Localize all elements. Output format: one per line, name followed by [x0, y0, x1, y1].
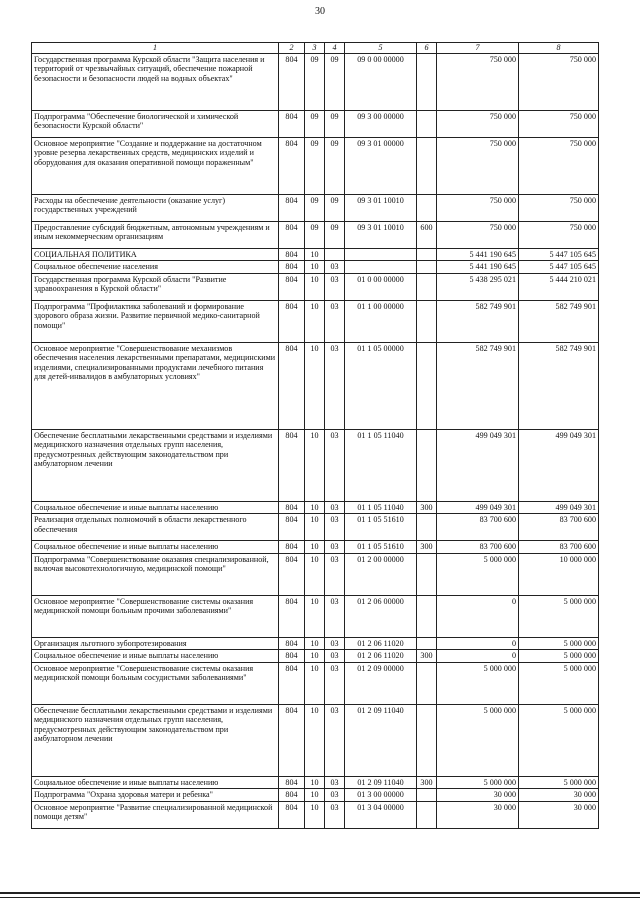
row-name-cell: Подпрограмма "Совершенствование оказания специализированной, включая высокотехнологичную, медицинской помощи" [32, 553, 279, 595]
row-subsection-cell: 03 [325, 789, 345, 802]
row-target-cell: 01 2 09 00000 [345, 662, 417, 704]
row-amount-year1-cell: 5 438 295 021 [437, 273, 519, 300]
budget-table [31, 42, 599, 829]
row-amount-year1-cell: 5 441 190 645 [437, 248, 519, 261]
row-amount-year2-cell: 582 749 901 [519, 300, 599, 342]
row-target-cell: 01 2 06 00000 [345, 595, 417, 637]
row-type-cell [417, 300, 437, 342]
row-section-cell: 10 [305, 553, 325, 595]
row-name-cell: Социальное обеспечение и иные выплаты населению [32, 776, 279, 789]
row-amount-year1-cell: 0 [437, 595, 519, 637]
row-target-cell: 01 1 05 51610 [345, 541, 417, 554]
row-type-cell: 600 [417, 221, 437, 248]
row-code-cell: 804 [279, 221, 305, 248]
row-type-cell: 300 [417, 501, 437, 514]
table-row [32, 553, 599, 595]
row-code-cell: 804 [279, 662, 305, 704]
row-target-cell: 09 3 00 00000 [345, 110, 417, 137]
table-row [32, 776, 599, 789]
row-code-cell: 804 [279, 776, 305, 789]
row-target-cell: 01 0 00 00000 [345, 273, 417, 300]
row-amount-year2-cell: 5 000 000 [519, 776, 599, 789]
row-subsection-cell: 03 [325, 776, 345, 789]
row-subsection-cell: 03 [325, 637, 345, 650]
row-section-cell: 10 [305, 662, 325, 704]
row-section-cell: 10 [305, 541, 325, 554]
row-target-cell: 01 2 06 11020 [345, 650, 417, 663]
row-subsection-cell: 03 [325, 273, 345, 300]
row-code-cell: 804 [279, 650, 305, 663]
row-name-cell: Обеспечение бесплатными лекарственными средствами и изделиями медицинского назначения отдельных групп населения, предусмотренных действующим законодательством при амбулаторном лечении [32, 704, 279, 776]
table-row [32, 514, 599, 541]
row-target-cell: 09 3 01 10010 [345, 194, 417, 221]
row-name-cell: Государственная программа Курской области "Развитие здравоохранения в Курской области" [32, 273, 279, 300]
row-subsection-cell: 03 [325, 553, 345, 595]
row-type-cell [417, 553, 437, 595]
header-cell: 6 [417, 43, 437, 54]
row-type-cell [417, 801, 437, 828]
row-subsection-cell: 03 [325, 261, 345, 274]
row-type-cell [417, 429, 437, 501]
row-amount-year1-cell: 5 441 190 645 [437, 261, 519, 274]
row-type-cell [417, 137, 437, 194]
row-subsection-cell: 03 [325, 650, 345, 663]
row-type-cell [417, 342, 437, 429]
row-section-cell: 10 [305, 514, 325, 541]
row-subsection-cell: 03 [325, 429, 345, 501]
row-amount-year2-cell: 30 000 [519, 789, 599, 802]
row-type-cell: 300 [417, 650, 437, 663]
row-subsection-cell: 03 [325, 300, 345, 342]
row-subsection-cell: 03 [325, 704, 345, 776]
table-row [32, 429, 599, 501]
row-type-cell [417, 595, 437, 637]
row-amount-year2-cell: 5 000 000 [519, 650, 599, 663]
row-section-cell: 10 [305, 501, 325, 514]
row-amount-year1-cell: 750 000 [437, 221, 519, 248]
row-code-cell: 804 [279, 261, 305, 274]
row-target-cell: 01 2 09 11040 [345, 704, 417, 776]
row-amount-year2-cell: 5 444 210 021 [519, 273, 599, 300]
row-name-cell: Социальное обеспечение населения [32, 261, 279, 274]
row-code-cell: 804 [279, 273, 305, 300]
table-row [32, 801, 599, 828]
row-section-cell: 10 [305, 429, 325, 501]
row-amount-year1-cell: 30 000 [437, 801, 519, 828]
row-type-cell [417, 704, 437, 776]
row-section-cell: 10 [305, 801, 325, 828]
row-amount-year2-cell: 582 749 901 [519, 342, 599, 429]
row-name-cell: Предоставление субсидий бюджетным, автономным учреждениям и иным некоммерческим организациям [32, 221, 279, 248]
row-type-cell [417, 637, 437, 650]
header-cell: 2 [279, 43, 305, 54]
row-subsection-cell: 09 [325, 194, 345, 221]
table-row [32, 541, 599, 554]
row-amount-year1-cell: 582 749 901 [437, 300, 519, 342]
row-subsection-cell: 09 [325, 53, 345, 110]
row-amount-year1-cell: 5 000 000 [437, 553, 519, 595]
row-name-cell: Реализация отдельных полномочий в области лекарственного обеспечения [32, 514, 279, 541]
row-code-cell: 804 [279, 541, 305, 554]
row-amount-year2-cell: 499 049 301 [519, 429, 599, 501]
row-amount-year1-cell: 582 749 901 [437, 342, 519, 429]
row-type-cell [417, 248, 437, 261]
row-type-cell [417, 662, 437, 704]
row-amount-year1-cell: 5 000 000 [437, 704, 519, 776]
row-subsection-cell: 03 [325, 501, 345, 514]
scan-bottom-edge [0, 892, 640, 894]
row-name-cell: Основное мероприятие "Создание и поддержание на достаточном уровне резерва лекарственных средств, медицинских изделий и оборудования для оказания оперативной помощи пораженным" [32, 137, 279, 194]
row-amount-year2-cell: 10 000 000 [519, 553, 599, 595]
row-code-cell: 804 [279, 137, 305, 194]
row-name-cell: Основное мероприятие "Совершенствование системы оказания медицинской помощи больным сосудистыми заболеваниями" [32, 662, 279, 704]
row-code-cell: 804 [279, 704, 305, 776]
row-amount-year1-cell: 5 000 000 [437, 776, 519, 789]
table-row [32, 650, 599, 663]
row-amount-year2-cell: 83 700 600 [519, 541, 599, 554]
table-row [32, 704, 599, 776]
row-subsection-cell: 09 [325, 221, 345, 248]
row-subsection-cell: 03 [325, 595, 345, 637]
row-subsection-cell: 09 [325, 110, 345, 137]
row-code-cell: 804 [279, 514, 305, 541]
row-code-cell: 804 [279, 53, 305, 110]
row-code-cell: 804 [279, 429, 305, 501]
row-name-cell: Социальное обеспечение и иные выплаты населению [32, 541, 279, 554]
header-cell: 7 [437, 43, 519, 54]
header-row [32, 43, 599, 54]
row-name-cell: Основное мероприятие "Совершенствование системы оказания медицинской помощи больным прочими заболеваниями" [32, 595, 279, 637]
header-cell: 3 [305, 43, 325, 54]
row-amount-year1-cell: 750 000 [437, 53, 519, 110]
header-cell: 4 [325, 43, 345, 54]
row-name-cell: Подпрограмма "Охрана здоровья матери и ребенка" [32, 789, 279, 802]
row-amount-year2-cell: 499 049 301 [519, 501, 599, 514]
table-row [32, 789, 599, 802]
row-name-cell: Основное мероприятие "Развитие специализированной медицинской помощи детям" [32, 801, 279, 828]
row-amount-year2-cell: 750 000 [519, 194, 599, 221]
table-row [32, 137, 599, 194]
row-section-cell: 10 [305, 789, 325, 802]
row-section-cell: 10 [305, 273, 325, 300]
row-subsection-cell: 03 [325, 801, 345, 828]
table-row [32, 662, 599, 704]
row-amount-year2-cell: 5 447 105 645 [519, 261, 599, 274]
row-amount-year2-cell: 750 000 [519, 221, 599, 248]
table-row [32, 194, 599, 221]
row-target-cell: 09 0 00 00000 [345, 53, 417, 110]
row-code-cell: 804 [279, 789, 305, 802]
row-amount-year2-cell: 5 000 000 [519, 637, 599, 650]
row-section-cell: 10 [305, 248, 325, 261]
row-amount-year1-cell: 750 000 [437, 110, 519, 137]
row-code-cell: 804 [279, 637, 305, 650]
table-row [32, 261, 599, 274]
row-target-cell: 01 1 05 00000 [345, 342, 417, 429]
row-section-cell: 10 [305, 595, 325, 637]
table-row [32, 501, 599, 514]
row-subsection-cell: 03 [325, 342, 345, 429]
row-section-cell: 09 [305, 53, 325, 110]
row-amount-year1-cell: 0 [437, 650, 519, 663]
row-amount-year1-cell: 750 000 [437, 137, 519, 194]
row-type-cell [417, 261, 437, 274]
row-target-cell: 01 2 09 11040 [345, 776, 417, 789]
row-name-cell: Обеспечение бесплатными лекарственными средствами и изделиями медицинского назначения отдельных групп населения, предусмотренных действующим законодательством при амбулаторном лечении [32, 429, 279, 501]
row-amount-year2-cell: 5 000 000 [519, 595, 599, 637]
row-amount-year1-cell: 5 000 000 [437, 662, 519, 704]
row-amount-year1-cell: 0 [437, 637, 519, 650]
row-code-cell: 804 [279, 595, 305, 637]
row-amount-year2-cell: 5 000 000 [519, 704, 599, 776]
row-code-cell: 804 [279, 110, 305, 137]
row-name-cell: СОЦИАЛЬНАЯ ПОЛИТИКА [32, 248, 279, 261]
row-amount-year2-cell: 750 000 [519, 110, 599, 137]
row-section-cell: 09 [305, 221, 325, 248]
row-amount-year1-cell: 750 000 [437, 194, 519, 221]
row-amount-year2-cell: 750 000 [519, 53, 599, 110]
row-name-cell: Социальное обеспечение и иные выплаты населению [32, 650, 279, 663]
row-target-cell: 01 2 06 11020 [345, 637, 417, 650]
row-type-cell [417, 273, 437, 300]
table-row [32, 248, 599, 261]
table-row [32, 300, 599, 342]
row-section-cell: 10 [305, 704, 325, 776]
row-target-cell: 09 3 01 10010 [345, 221, 417, 248]
row-code-cell: 804 [279, 501, 305, 514]
row-subsection-cell: 03 [325, 541, 345, 554]
row-amount-year2-cell: 30 000 [519, 801, 599, 828]
table-row [32, 342, 599, 429]
row-section-cell: 09 [305, 137, 325, 194]
row-section-cell: 10 [305, 650, 325, 663]
row-name-cell: Основное мероприятие "Совершенствование механизмов обеспечения населения лекарственными препаратами, медицинскими изделиями, специализированными продуктами лечебного питания для детей-инвалидов в амбулаторных условиях" [32, 342, 279, 429]
row-amount-year1-cell: 499 049 301 [437, 501, 519, 514]
header-cell: 5 [345, 43, 417, 54]
row-name-cell: Расходы на обеспечение деятельности (оказание услуг) государственных учреждений [32, 194, 279, 221]
row-amount-year2-cell: 83 700 600 [519, 514, 599, 541]
row-amount-year2-cell: 5 000 000 [519, 662, 599, 704]
row-name-cell: Подпрограмма "Профилактика заболеваний и формирование здорового образа жизни. Развитие первичной медико-санитарной помощи" [32, 300, 279, 342]
row-name-cell: Государственная программа Курской области "Защита населения и территорий от чрезвычайных ситуаций, обеспечение пожарной безопасности и безопасности людей на водных объектах" [32, 53, 279, 110]
row-code-cell: 804 [279, 248, 305, 261]
row-target-cell: 09 3 01 00000 [345, 137, 417, 194]
row-name-cell: Организация льготного зубопротезирования [32, 637, 279, 650]
row-amount-year1-cell: 83 700 600 [437, 541, 519, 554]
page-number: 30 [315, 6, 325, 17]
header-cell: 1 [32, 43, 279, 54]
table-row [32, 595, 599, 637]
table-row [32, 110, 599, 137]
row-amount-year2-cell: 750 000 [519, 137, 599, 194]
row-code-cell: 804 [279, 553, 305, 595]
table-row [32, 273, 599, 300]
row-section-cell: 10 [305, 300, 325, 342]
row-type-cell [417, 194, 437, 221]
row-type-cell [417, 514, 437, 541]
row-section-cell: 10 [305, 261, 325, 274]
row-type-cell [417, 110, 437, 137]
row-target-cell [345, 248, 417, 261]
header-cell: 8 [519, 43, 599, 54]
row-target-cell: 01 3 00 00000 [345, 789, 417, 802]
row-section-cell: 09 [305, 194, 325, 221]
row-type-cell: 300 [417, 541, 437, 554]
row-subsection-cell: 09 [325, 137, 345, 194]
row-amount-year2-cell: 5 447 105 645 [519, 248, 599, 261]
row-subsection-cell: 03 [325, 662, 345, 704]
row-amount-year1-cell: 499 049 301 [437, 429, 519, 501]
row-target-cell: 01 2 00 00000 [345, 553, 417, 595]
row-section-cell: 10 [305, 342, 325, 429]
row-section-cell: 10 [305, 637, 325, 650]
row-target-cell: 01 1 05 11040 [345, 429, 417, 501]
table-row [32, 637, 599, 650]
row-subsection-cell [325, 248, 345, 261]
row-target-cell: 01 1 05 51610 [345, 514, 417, 541]
row-target-cell [345, 261, 417, 274]
row-section-cell: 09 [305, 110, 325, 137]
row-target-cell: 01 1 05 11040 [345, 501, 417, 514]
table-row [32, 53, 599, 110]
row-code-cell: 804 [279, 194, 305, 221]
scan-bottom-edge-thin [0, 897, 640, 898]
row-code-cell: 804 [279, 300, 305, 342]
table-row [32, 221, 599, 248]
row-type-cell [417, 53, 437, 110]
row-name-cell: Подпрограмма "Обеспечение биологической и химической безопасности Курской области" [32, 110, 279, 137]
row-type-cell [417, 789, 437, 802]
row-type-cell: 300 [417, 776, 437, 789]
row-name-cell: Социальное обеспечение и иные выплаты населению [32, 501, 279, 514]
row-target-cell: 01 1 00 00000 [345, 300, 417, 342]
row-subsection-cell: 03 [325, 514, 345, 541]
row-code-cell: 804 [279, 801, 305, 828]
row-amount-year1-cell: 30 000 [437, 789, 519, 802]
row-amount-year1-cell: 83 700 600 [437, 514, 519, 541]
row-section-cell: 10 [305, 776, 325, 789]
row-target-cell: 01 3 04 00000 [345, 801, 417, 828]
row-code-cell: 804 [279, 342, 305, 429]
